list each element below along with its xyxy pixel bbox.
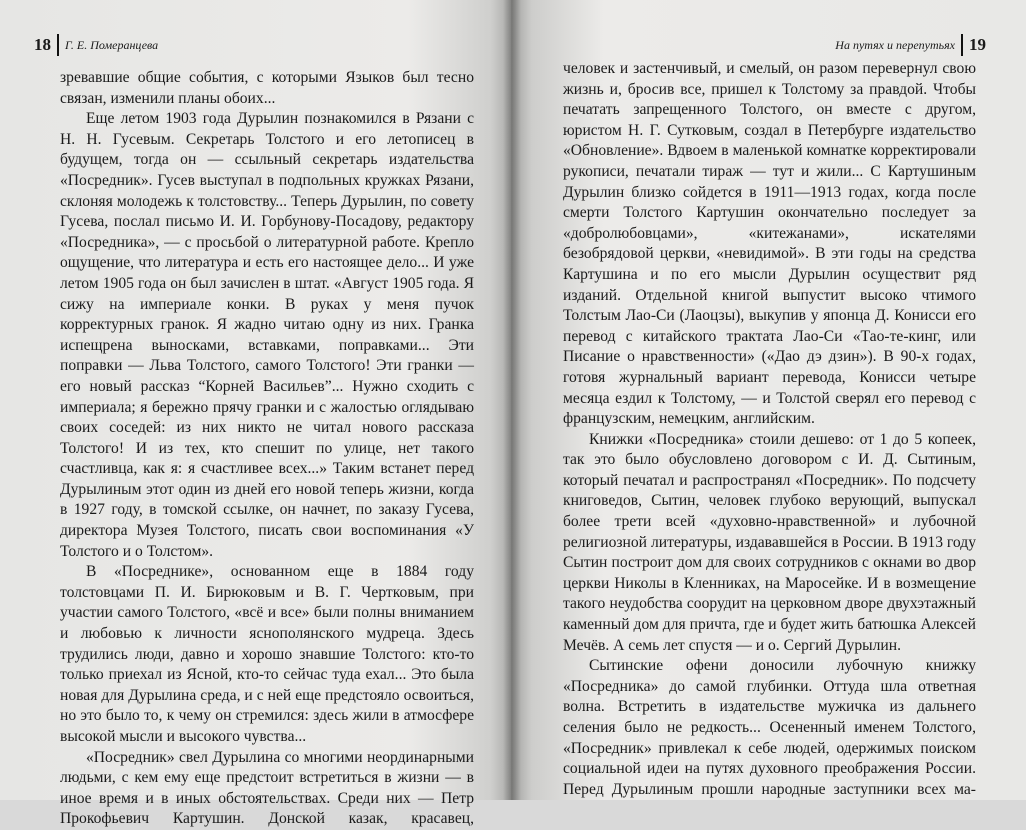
right-page bbox=[511, 0, 1026, 800]
paragraph: зревавшие общие события, с которыми Языков был тесно связан, изменили планы обоих... bbox=[60, 69, 474, 107]
left-page-body bbox=[60, 68, 474, 830]
paragraph: человек и застенчивый, и смелый, он разом перевернул свою жизнь и, бросив все, пришел к Толстому за правдой. Чтобы печатать запрещенного Толстого, он вместе с другом, юристом Н. Г. Сутковым, создал в Петербурге издательство «Обновление». Вдвоем в маленькой комнатке корректировали рукописи, печатали тираж — тут и жили... С Картушиным Дурылин близко сойдется в 1911—1913 годах, когда после смерти Толстого Картушин окончательно последует за «добролюбовцами», «китежанами», искателями безобрядовой церкви, «невидимой». В эти годы на средства Картушина и по его мысли Дурылин осуществит ряд изданий. Отдельной книгой выпустит высоко чтимого Толстым Лао-Си (Лаоцзы), выкупив у японца Д. Конисси его перевод с китайского трактата Лао-Си «Тао-те-кинг, или Писание о нравственности» («Дао дэ дзин»). В 90-х годах, готовя журнальный вариант перевода, Конисси четыре месяца ездил к Толстому, — и Толстой сверял его перевод с французским, немецким, английским. bbox=[563, 60, 976, 428]
left-running-head: Г. Е. Померанцева bbox=[65, 37, 159, 52]
left-page bbox=[0, 0, 511, 828]
left-page-header bbox=[34, 34, 158, 56]
paragraph: Книжки «Посредника» стоили дешево: от 1 до 5 копеек, так это было обусловлено договором с И. Д. Сытиным, который печатал и распространял «Посредник». По подсчету книговедов, Сытин, человек глубоко верующий, выпускал более трети всей «духовно-нравственной» и лубочной религиозной литературы, издававшейся в России. В 1913 году Сытин построит дом для своих сотрудников с окнами во двор церкви Николы в Кленниках, на Маросейке. И в возмещение такого неудобства соорудит на церковном дворе двухэтажный каменный дом для причта, где и будет жить батюшка Алексей Мечёв. А семь лет спустя — и о. Сергий Дурылин. bbox=[563, 430, 976, 654]
right-page-header bbox=[835, 34, 986, 56]
right-page-number: 19 bbox=[969, 35, 986, 54]
paragraph: В «Посреднике», основанном еще в 1884 году толстовцами П. И. Бирюковым и В. Г. Чертковым, при участии самого Толстого, «всё и все» были полны вниманием и любовью к личности яснополянского мудреца. Здесь трудились люди, давно и хорошо знавшие Толстого: кто-то только приехал из Ясной, кто-то сейчас туда ехал... Это была новая для Дурылина среда, и с ней еще предстояло освоиться, но это было то, к чему он стремился: здесь жили в атмосфере высокой мысли и высокого чувства... bbox=[60, 563, 474, 745]
header-divider bbox=[961, 34, 963, 56]
paragraph: «Посредник» свел Дурылина со многими неординарными людьми, с кем ему еще предстоит встретиться в жизни — в иное время и в иных обстоятельствах. Среди них — Петр Прокофьевич Картушин. Донской казак, красавец, bbox=[60, 748, 474, 828]
header-divider bbox=[57, 34, 59, 56]
left-page-number: 18 bbox=[34, 35, 51, 54]
right-page-body bbox=[563, 59, 976, 800]
book-spine-shadow bbox=[503, 0, 521, 800]
paragraph: Сытинские офени доносили лубочную книжку «Посредника» до самой глубинки. Оттуда шла ответная волна. Встретить в издательстве мужичка из дальнего селения было не редкость... Осененный именем Толстого, «Посредник» привлекал к себе людей, одержимых поиском социальной идеи на путях духовного преображения России. Перед Дурылиным прошли народные заступники всех ма- bbox=[563, 657, 976, 798]
right-running-head: На путях и перепутьях bbox=[835, 37, 955, 52]
paragraph: Еще летом 1903 года Дурылин познакомился в Рязани с Н. Н. Гусевым. Секретарь Толстого и его летописец в будущем, тогда он — ссыльный секретарь издательства «Посредник». Гусев выступал в подпольных кружках Рязани, склоняя молодежь к толстовству... Теперь Дурылин, по совету Гусева, послал письмо И. И. Горбунову-Посадову, редактору «Посредника», — с просьбой о литературной работе. Крепло ощущение, что литература и есть его настоящее дело... И уже летом 1905 года он был зачислен в штат. «Август 1905 года. Я сижу на империале конки. В руках у меня пучок корректурных гранок. Я жадно читаю одну из них. Гранка испещрена выносками, вставками, поправками... Эти поправки — Льва Толстого, самого Толстого! Эти гранки — его новый рассказ “Корней Васильев”... Нужно сходить с империала; я бережно прячу гранки и с жалостью оглядываю своих соседей: из них никто не читал нового рассказа Толстого! И из тех, кто спешит по улице, нет такого счастливца, как я: я счастливее всех...» Таким встанет перед Дурылиным этот один из дней его новой теперь жизни, когда в 1927 году, в томской ссылке, он начнет, по заказу Гусева, директора Музея Толстого, писать свои воспоминания «У Толстого и о Толстом». bbox=[60, 110, 474, 560]
